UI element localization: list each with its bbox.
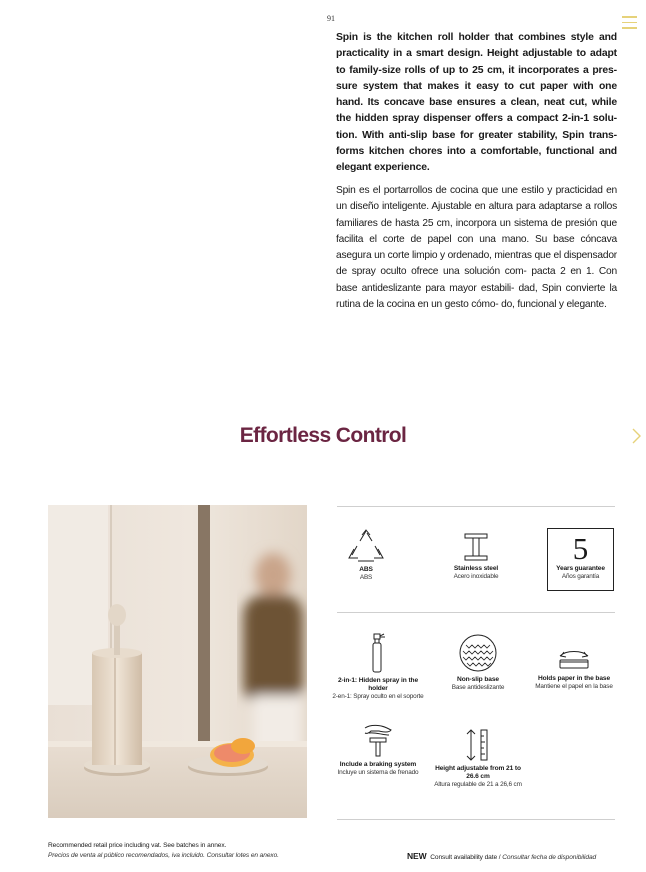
price-note-english: Recommended retail price including vat. See batches in annex. bbox=[48, 842, 227, 849]
feature-nonslip-subtitle: Base antideslizante bbox=[451, 684, 505, 691]
feature-steel-subtitle: Acero inoxidable bbox=[453, 573, 499, 580]
feature-abs-subtitle: ABS bbox=[359, 574, 373, 581]
feature-holds bbox=[529, 648, 619, 691]
spray-bottle-icon bbox=[368, 632, 388, 674]
feature-braking-subtitle: Incluye un sistema de frenado bbox=[337, 769, 419, 776]
feature-braking-title: Include a braking system bbox=[339, 761, 417, 768]
height-ruler-icon bbox=[463, 728, 493, 762]
divider-middle bbox=[337, 612, 615, 613]
section-title: Effortless Control bbox=[239, 424, 407, 447]
non-slip-base-icon bbox=[458, 633, 498, 673]
feature-holds-title: Holds paper in the base bbox=[537, 675, 611, 682]
description-spanish: Spin es el portarrollos de cocina que une estilo y practicidad en un diseño inteligente. Ajustable en altura para adaptarse a rollos familiares de hasta 25 cm, incorpora un sistema de presión que facilita el corte de papel con una mano. Su base cóncava asegura un corte limpio y ordenado, mientras que el dispensador de spray oculto ofrece una solución com- pacta 2 en 1. Con base antideslizante para mayor estabili- dad, Spin convierte la rutina de la cocina en un gesto cómo- do, funcional y elegante. bbox=[336, 185, 617, 311]
guarantee-years: 5 bbox=[572, 531, 589, 566]
product-photo bbox=[48, 505, 307, 818]
price-note bbox=[48, 841, 279, 860]
feature-height-subtitle: Altura regulable de 21 a 26,6 cm bbox=[434, 781, 522, 788]
price-note-spanish: Precios de venta al público recomendados, iva incluido. Consultar lotes en anexo. bbox=[48, 851, 279, 859]
divider-top bbox=[337, 506, 615, 507]
page-number: 91 bbox=[327, 14, 335, 23]
feature-steel-title: Stainless steel bbox=[453, 565, 499, 572]
feature-abs-title: ABS bbox=[359, 566, 373, 573]
feature-nonslip-title: Non-slip base bbox=[457, 676, 499, 683]
feature-spray-subtitle: 2-en-1: Spray oculto en el soporte bbox=[332, 693, 424, 700]
paper-base-icon bbox=[556, 648, 592, 672]
feature-height-title: Height adjustable from 21 to 26.6 cm bbox=[435, 765, 521, 780]
hand-press-icon bbox=[361, 722, 395, 758]
description-english: Spin is the kitchen roll holder that combines style and practicality in a smart design. Height adjustable to adapt to family-size rolls of up to 25 cm, it incorporates a pres- sure system that makes it easy to cut paper with one hand. Its concave base ensures a clean, neat cut, while the hidden spray dispenser offers a compact 2-in-1 solu- tion. With anti-slip base for greater stability, Spin trans- forms kitchen chores into a comfortable, functional and elegant experience. bbox=[336, 32, 617, 174]
feature-height bbox=[433, 728, 523, 789]
chevron-right-icon[interactable] bbox=[630, 428, 642, 444]
guarantee-title: Years guarantee bbox=[556, 565, 605, 572]
feature-spray-title: 2-in-1: Hidden spray in the holder bbox=[337, 677, 419, 692]
guarantee-box bbox=[547, 528, 614, 591]
feature-nonslip bbox=[433, 633, 523, 692]
feature-spray bbox=[330, 632, 426, 701]
recycle-icon bbox=[348, 529, 384, 563]
availability-english: Consult availability date bbox=[430, 854, 498, 861]
new-label: NEW bbox=[407, 851, 427, 861]
menu-icon[interactable] bbox=[622, 16, 637, 29]
feature-braking bbox=[333, 722, 423, 777]
feature-abs bbox=[321, 529, 411, 582]
divider-bottom bbox=[337, 819, 615, 820]
availability-spanish: Consultar fecha de disponibilidad bbox=[502, 854, 597, 861]
feature-steel bbox=[431, 532, 521, 581]
steel-beam-icon bbox=[463, 532, 489, 562]
feature-holds-subtitle: Mantiene el papel en la base bbox=[535, 683, 613, 690]
availability-note: NEW Consult availability date / Consultar fecha de disponibilidad bbox=[407, 851, 597, 861]
guarantee-subtitle: Años garantía bbox=[561, 573, 600, 580]
